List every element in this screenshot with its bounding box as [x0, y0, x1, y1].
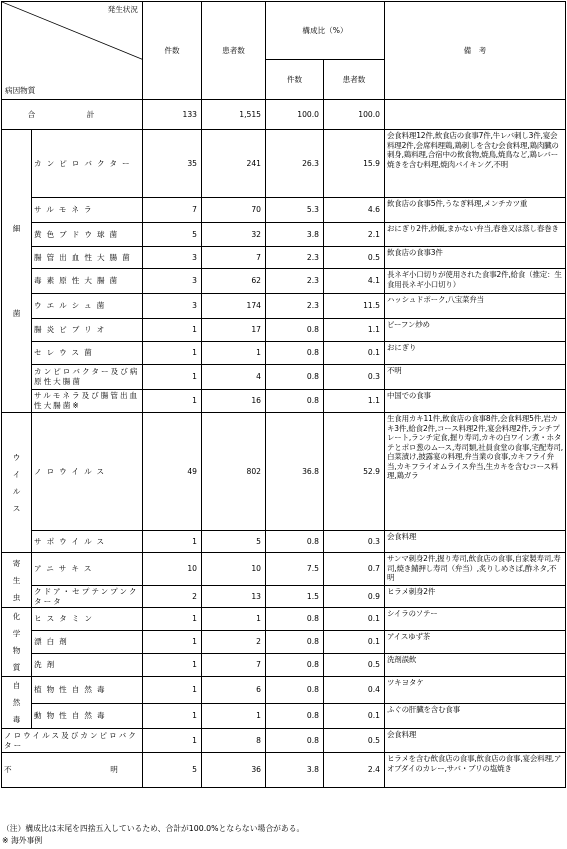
- cell-pct-patients: 0.7: [324, 553, 385, 586]
- remarks-cell: アイスゆず茶: [385, 631, 566, 654]
- cell-patients: 4: [202, 365, 266, 390]
- cell-pct-cases: 0.8: [266, 319, 324, 342]
- cell-pct-patients: 0.9: [324, 586, 385, 608]
- header-comp-patients: 患者数: [324, 60, 385, 100]
- remarks-cell: 会食料理12件,飲食店の食事7件,牛レバ刺し3件,宴会料理2件,会席料理鶏,鶏刺しを含む会食料理,鶏肉臓の刺身,鶏料理,合宿中の飲食物,焼鳥,焼鳥など,鶏レバー焼きを含む料理,焼肉バイキング,不明: [385, 130, 566, 198]
- cell-pct-patients: 0.1: [324, 703, 385, 728]
- category-unknown: 不 明: [2, 753, 143, 788]
- cell-patients: 7: [202, 654, 266, 677]
- cell-patients: 62: [202, 269, 266, 294]
- total-patients: 1,515: [202, 100, 266, 130]
- cell-pct-patients: 0.5: [324, 729, 385, 753]
- cell-pct-patients: 0.4: [324, 677, 385, 704]
- cell-cases: 1: [143, 390, 202, 413]
- category-label: 細 菌: [12, 224, 21, 318]
- cell-cases: 3: [143, 294, 202, 319]
- table-row: [2, 677, 566, 704]
- table-row: [2, 413, 566, 531]
- cell-cases: 3: [143, 269, 202, 294]
- agent-name: サルモネラ及び腸管出血性大腸菌※: [32, 390, 143, 413]
- remarks-cell: ヒラメ刺身2件: [385, 586, 566, 608]
- cell-pct-patients: 4.6: [324, 198, 385, 223]
- cell-pct-patients: 52.9: [324, 413, 385, 531]
- table-row: [2, 608, 566, 631]
- total-label: 合 計: [2, 100, 143, 130]
- cell-pct-patients: 2.1: [324, 223, 385, 247]
- total-pct-cases: 100.0: [266, 100, 324, 130]
- cell-pct-patients: 0.3: [324, 365, 385, 390]
- total-pct-patients: 100.0: [324, 100, 385, 130]
- cell-cases: 1: [143, 531, 202, 553]
- cell-patients: 32: [202, 223, 266, 247]
- remarks-cell: 長ネギ小口切りが使用された食事2件,給食（推定：生食用長ネギ小口切り）: [385, 269, 566, 294]
- remarks-cell: 中国での食事: [385, 390, 566, 413]
- cell-pct-cases: 3.8: [266, 223, 324, 247]
- table-row: [2, 365, 566, 390]
- agent-name: カンピロバクター及び病原性大腸菌: [32, 365, 143, 390]
- cell-patients: 2: [202, 631, 266, 654]
- category-label: 寄 生 虫: [12, 558, 21, 602]
- cell-cases: 5: [143, 753, 202, 788]
- category-chemical: [2, 608, 32, 677]
- cell-pct-cases: 0.8: [266, 703, 324, 728]
- agent-name: ノロウイルス及びカンピロバクター: [2, 729, 143, 753]
- cell-pct-cases: 0.8: [266, 631, 324, 654]
- cell-pct-cases: 0.8: [266, 729, 324, 753]
- cell-cases: 7: [143, 198, 202, 223]
- table-row: [2, 390, 566, 413]
- agent-name: アニサキス: [32, 553, 143, 586]
- cell-cases: 1: [143, 654, 202, 677]
- cell-pct-patients: 0.5: [324, 247, 385, 269]
- table-row: [2, 269, 566, 294]
- remarks-cell: サンマ刺身2件,握り寿司,飲食店の食事,自家製寿司,寿司,焼き鯖押し寿司（弁当）,炙りしめさば,酢ネタ,不明: [385, 553, 566, 586]
- remarks-cell: ハッシュドポーク,八宝菜弁当: [385, 294, 566, 319]
- cell-pct-cases: 2.3: [266, 294, 324, 319]
- remarks-cell: おにぎり2件,炒飯,まかない弁当,春巻又は蒸し春巻き: [385, 223, 566, 247]
- agent-name: 毒素原性大腸菌: [32, 269, 143, 294]
- table-row: [2, 294, 566, 319]
- footnote: （注）構成比は末尾を四捨五入しているため、合計が100.0%とならない場合がある。: [2, 824, 305, 833]
- cell-pct-patients: 0.1: [324, 608, 385, 631]
- header-agent-label: 病因物質: [5, 86, 36, 95]
- agent-name: サポウイルス: [32, 531, 143, 553]
- cell-patients: 7: [202, 247, 266, 269]
- cell-cases: 1: [143, 631, 202, 654]
- table-row: [2, 753, 566, 788]
- table-row: [2, 586, 566, 608]
- header-patients: 患者数: [202, 2, 266, 100]
- cell-patients: 174: [202, 294, 266, 319]
- remarks-cell: ふぐの肝臓を含む食事: [385, 703, 566, 728]
- remarks-cell: 飲食店の食事3件: [385, 247, 566, 269]
- cell-pct-cases: 0.8: [266, 531, 324, 553]
- table-row: [2, 654, 566, 677]
- cell-pct-cases: 0.8: [266, 390, 324, 413]
- table-row: [2, 631, 566, 654]
- cell-pct-cases: 0.8: [266, 608, 324, 631]
- cell-cases: 1: [143, 703, 202, 728]
- remarks-cell: 会食料理: [385, 729, 566, 753]
- agent-name: 洗剤: [32, 654, 143, 677]
- category-parasite: [2, 553, 32, 608]
- cell-patients: 70: [202, 198, 266, 223]
- agent-name: ウエルシュ菌: [32, 294, 143, 319]
- table-row: [2, 198, 566, 223]
- agent-name: 腸管出血性大腸菌: [32, 247, 143, 269]
- cell-patients: 1: [202, 608, 266, 631]
- cell-pct-cases: 5.3: [266, 198, 324, 223]
- cell-pct-cases: 0.8: [266, 342, 324, 365]
- category-label: 自 然 毒: [12, 681, 21, 724]
- remarks-cell: 生食用カキ11件,飲食店の食事8件,会食料理5件,岩カキ3件,給食2件,コース料理2件,宴会料理2件,ランチプレート,ランチ定食,握り寿司,カキの白ワイン煮・ホタテとポロ葱のムース,寿司類,社員食堂の食事,宅配寿司,白菜漬け,披露宴の料理,弁当業の食事,カキフライ弁当,カキフライオムライス弁当,生カキを含むコース料理,鶏ガラ: [385, 413, 566, 531]
- remarks-cell: 飲食店の食事5件,うなぎ料理,メンチカツ重: [385, 198, 566, 223]
- header-status-label: 発生状況: [107, 5, 138, 14]
- cell-cases: 3: [143, 247, 202, 269]
- total-cases: 133: [143, 100, 202, 130]
- cell-pct-patients: 2.4: [324, 753, 385, 788]
- cell-pct-patients: 11.5: [324, 294, 385, 319]
- cell-cases: 1: [143, 729, 202, 753]
- remarks-cell: 会食料理: [385, 531, 566, 553]
- cell-pct-cases: 0.8: [266, 677, 324, 704]
- cell-pct-cases: 7.5: [266, 553, 324, 586]
- cell-patients: 8: [202, 729, 266, 753]
- cell-pct-patients: 0.5: [324, 654, 385, 677]
- agent-name: サルモネラ: [32, 198, 143, 223]
- cell-pct-patients: 0.3: [324, 531, 385, 553]
- header-corner-cell: [2, 2, 143, 100]
- remarks-cell: 不明: [385, 365, 566, 390]
- remarks-cell: シイラのソテー: [385, 608, 566, 631]
- cell-patients: 17: [202, 319, 266, 342]
- cell-pct-patients: 0.1: [324, 631, 385, 654]
- header-cases: 件数: [143, 2, 202, 100]
- cell-cases: 1: [143, 342, 202, 365]
- table-row: [2, 729, 566, 753]
- category-label: ウ イ ル ス: [12, 452, 21, 513]
- table-row: [2, 130, 566, 198]
- cell-patients: 241: [202, 130, 266, 198]
- cell-cases: 5: [143, 223, 202, 247]
- agent-name: 動物性自然毒: [32, 703, 143, 728]
- category-label: 化 学 物 質: [12, 612, 21, 672]
- agent-name: ヒスタミン: [32, 608, 143, 631]
- cell-pct-patients: 4.1: [324, 269, 385, 294]
- table-row: [2, 703, 566, 728]
- cell-patients: 1: [202, 342, 266, 365]
- footnote-overseas: ※ 海外事例: [2, 836, 43, 845]
- cell-pct-cases: 36.8: [266, 413, 324, 531]
- cell-patients: 802: [202, 413, 266, 531]
- agent-name: 植物性自然毒: [32, 677, 143, 704]
- header-remarks: 備 考: [385, 2, 566, 100]
- cell-pct-cases: 1.5: [266, 586, 324, 608]
- cell-pct-patients: 1.1: [324, 390, 385, 413]
- agent-name: クドア・セプテンプンクタータ: [32, 586, 143, 608]
- header-composition: 構成比（%）: [266, 2, 385, 60]
- header-comp-cases: 件数: [266, 60, 324, 100]
- cell-patients: 10: [202, 553, 266, 586]
- remarks-cell: おにぎり: [385, 342, 566, 365]
- agent-name: 漂白剤: [32, 631, 143, 654]
- cell-cases: 1: [143, 365, 202, 390]
- table-row: [2, 247, 566, 269]
- cell-patients: 1: [202, 703, 266, 728]
- agent-name: 腸炎ビブリオ: [32, 319, 143, 342]
- cell-patients: 36: [202, 753, 266, 788]
- category-natural: [2, 677, 32, 729]
- cell-pct-cases: 0.8: [266, 654, 324, 677]
- agent-name: ノロウイルス: [32, 413, 143, 531]
- cell-cases: 49: [143, 413, 202, 531]
- remarks-cell: ビーフン炒め: [385, 319, 566, 342]
- cell-cases: 1: [143, 319, 202, 342]
- cell-patients: 16: [202, 390, 266, 413]
- cell-pct-cases: 2.3: [266, 247, 324, 269]
- table-row: [2, 531, 566, 553]
- cell-cases: 1: [143, 677, 202, 704]
- agent-name: カンピロバクター: [32, 130, 143, 198]
- cell-pct-cases: 2.3: [266, 269, 324, 294]
- cell-cases: 2: [143, 586, 202, 608]
- category-virus: [2, 413, 32, 553]
- cell-cases: 10: [143, 553, 202, 586]
- cell-cases: 35: [143, 130, 202, 198]
- category-bacteria: [2, 130, 32, 413]
- food-poisoning-table: [1, 1, 566, 788]
- cell-pct-patients: 1.1: [324, 319, 385, 342]
- cell-cases: 1: [143, 608, 202, 631]
- agent-name: セレウス菌: [32, 342, 143, 365]
- table-row: [2, 223, 566, 247]
- table-row: [2, 553, 566, 586]
- cell-pct-patients: 15.9: [324, 130, 385, 198]
- agent-name: 黄色ブドウ球菌: [32, 223, 143, 247]
- cell-patients: 6: [202, 677, 266, 704]
- remarks-cell: ヒラメを含む飲食店の食事,飲食店の食事,宴会料理,アオブダイのカレー,サバ・ブリの塩焼き: [385, 753, 566, 788]
- remarks-cell: ツキヨタケ: [385, 677, 566, 704]
- cell-pct-cases: 3.8: [266, 753, 324, 788]
- table-row: [2, 319, 566, 342]
- cell-pct-cases: 0.8: [266, 365, 324, 390]
- cell-patients: 5: [202, 531, 266, 553]
- remarks-cell: 洗剤誤飲: [385, 654, 566, 677]
- table-row: [2, 342, 566, 365]
- cell-pct-patients: 0.1: [324, 342, 385, 365]
- cell-pct-cases: 26.3: [266, 130, 324, 198]
- cell-patients: 13: [202, 586, 266, 608]
- total-note: [385, 100, 566, 130]
